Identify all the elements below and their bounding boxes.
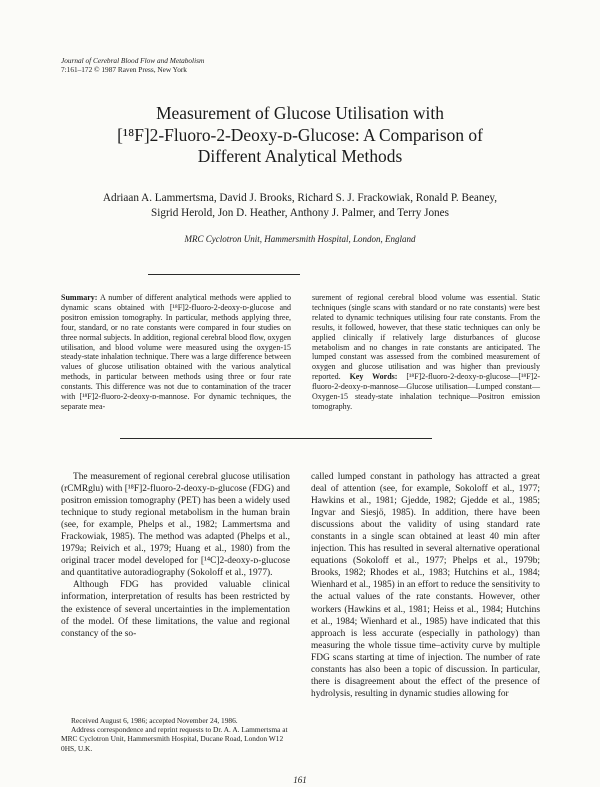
keywords-label: Key Words: xyxy=(349,372,398,382)
title-line-1: Measurement of Glucose Utilisation with xyxy=(156,103,444,123)
paper-title xyxy=(0,103,600,168)
footnote-received: Received August 6, 1986; accepted November 24, 1986. xyxy=(71,716,238,725)
journal-name: Journal of Cerebral Blood Flow and Metabolism xyxy=(61,56,205,65)
journal-header xyxy=(61,56,204,74)
body-left-column xyxy=(61,471,290,640)
abstract-left-text: A number of different analytical methods were applied to dynamic scans obtained with [¹⁸F]2-fluoro-2-deoxy-ᴅ-glucose and positron emission tomography. In particular, methods applying three, four, standard, or no rate constants were compared in four studies on three normal subjects. In addition, regional cerebral blood flow, oxygen utilisation, and blood volume were measured using the oxygen-15 steady-state inhalation technique. There was a large difference between values of glucose utilisation obtained with the various analytical methods, in particular between methods using three or four rate constants. This difference was not due to contamination of the tracer with [¹⁸F]2-fluoro-2-deoxy-ᴅ-mannose. For dynamic techniques, the separate mea- xyxy=(61,293,291,411)
body-paragraph-1: The measurement of regional cerebral glucose utilisation (rCMRglu) with [¹⁸F]2-fluoro-2-deoxy-ᴅ-glucose (FDG) and positron emission tomography (PET) has been a widely used technique to study regional metabolism in the human brain (see, for example, Phelps et al., 1982; Lammertsma and Frackowiak, 1985). The method was adapted (Phelps et al., 1979a; Reivich et al., 1979; Huang et al., 1980) from the original tracer model developed for [¹⁴C]2-deoxy-ᴅ-glucose and quantitative autoradiography (Sokoloff et al., 1977). xyxy=(61,472,290,579)
journal-volume: 7:161–172 © 1987 Raven Press, New York xyxy=(61,65,187,74)
body-paragraph-3: called lumped constant in pathology has attracted a great deal of attention (see, for example, Sokoloff et al., 1977; Hawkins et al., 1981; Gjedde, 1982; Gjedde et al., 1985; Ingvar and Siesjö, 1985). In addition, there have been discussions about the validity of using standard rate constants in a single scan obtained at least 40 min after injection. This has resulted in several alternative operational equations (Sokoloff et al., 1977; Phelps et al., 1979b; Brooks, 1982; Rhodes et al., 1983; Hutchins et al., 1984; Wienhard et al., 1985) in an effort to reduce the sensitivity to the actual values of the rate constants. However, other workers (Hawkins et al., 1981; Heiss et al., 1984; Hutchins et al., 1984; Wienhard et al., 1985) have indicated that this approach is less accurate (especially in pathology) than measuring the whole tissue time–activity curve by multiple FDG scans starting at time of injection. The number of rate constants has also been a topic of discussion. In particular, there is disagreement about the effect of the presence of hydrolysis, resulting in dynamic studies allowing for xyxy=(311,472,540,699)
author-list xyxy=(0,191,600,220)
author-line-1: Adriaan A. Lammertsma, David J. Brooks, Richard S. J. Frackowiak, Ronald P. Beaney, xyxy=(102,192,498,204)
affiliation: MRC Cyclotron Unit, Hammersmith Hospital, London, England xyxy=(184,234,416,244)
page-number: 161 xyxy=(293,775,307,785)
abstract-lead: Summary: xyxy=(61,293,98,302)
author-line-2: Sigrid Herold, Jon D. Heather, Anthony J. Palmer, and Terry Jones xyxy=(151,206,449,219)
body-right-column xyxy=(311,471,540,700)
divider-bottom xyxy=(120,438,432,439)
keywords-text: [¹⁸F]2-fluoro-2-deoxy-ᴅ-glucose—[¹⁸F]2-fluoro-2-deoxy-ᴅ-mannose—Glucose utilisation—Lumped constant—Oxygen-15 steady-state inhalation technique—Positron emission tomography. xyxy=(312,372,540,411)
divider-top xyxy=(148,274,300,275)
body-paragraph-2: Although FDG has provided valuable clinical information, interpretation of results has been restricted by the existence of several uncertainties in the implementation of the model. Of these limitations, the value and regional constancy of the so- xyxy=(61,580,290,639)
title-line-2: [¹⁸F]2-Fluoro-2-Deoxy-ᴅ-Glucose: A Comparison of xyxy=(117,124,483,145)
footnote-address: Address correspondence and reprint requests to Dr. A. A. Lammertsma at MRC Cyclotron Unit, Hammersmith Hospital, Ducane Road, London W12 0HS, U.K. xyxy=(61,725,288,753)
abstract-right-text: surement of regional cerebral blood volume was essential. Static techniques (single scans with standard or no rate constants) were best related to dynamic techniques utilising four rate constants. From the results, it followed, however, that these static techniques can only be applied clinically if relatively large disturbances of glucose metabolism and no changes in rate constants are anticipated. The lumped constant was assessed from the combined measurement of oxygen and glucose utilisation and was higher than previously reported. xyxy=(312,293,540,382)
abstract-right xyxy=(312,293,540,412)
abstract-left xyxy=(61,293,291,412)
footnote xyxy=(61,716,289,753)
title-line-3: Different Analytical Methods xyxy=(197,146,403,166)
